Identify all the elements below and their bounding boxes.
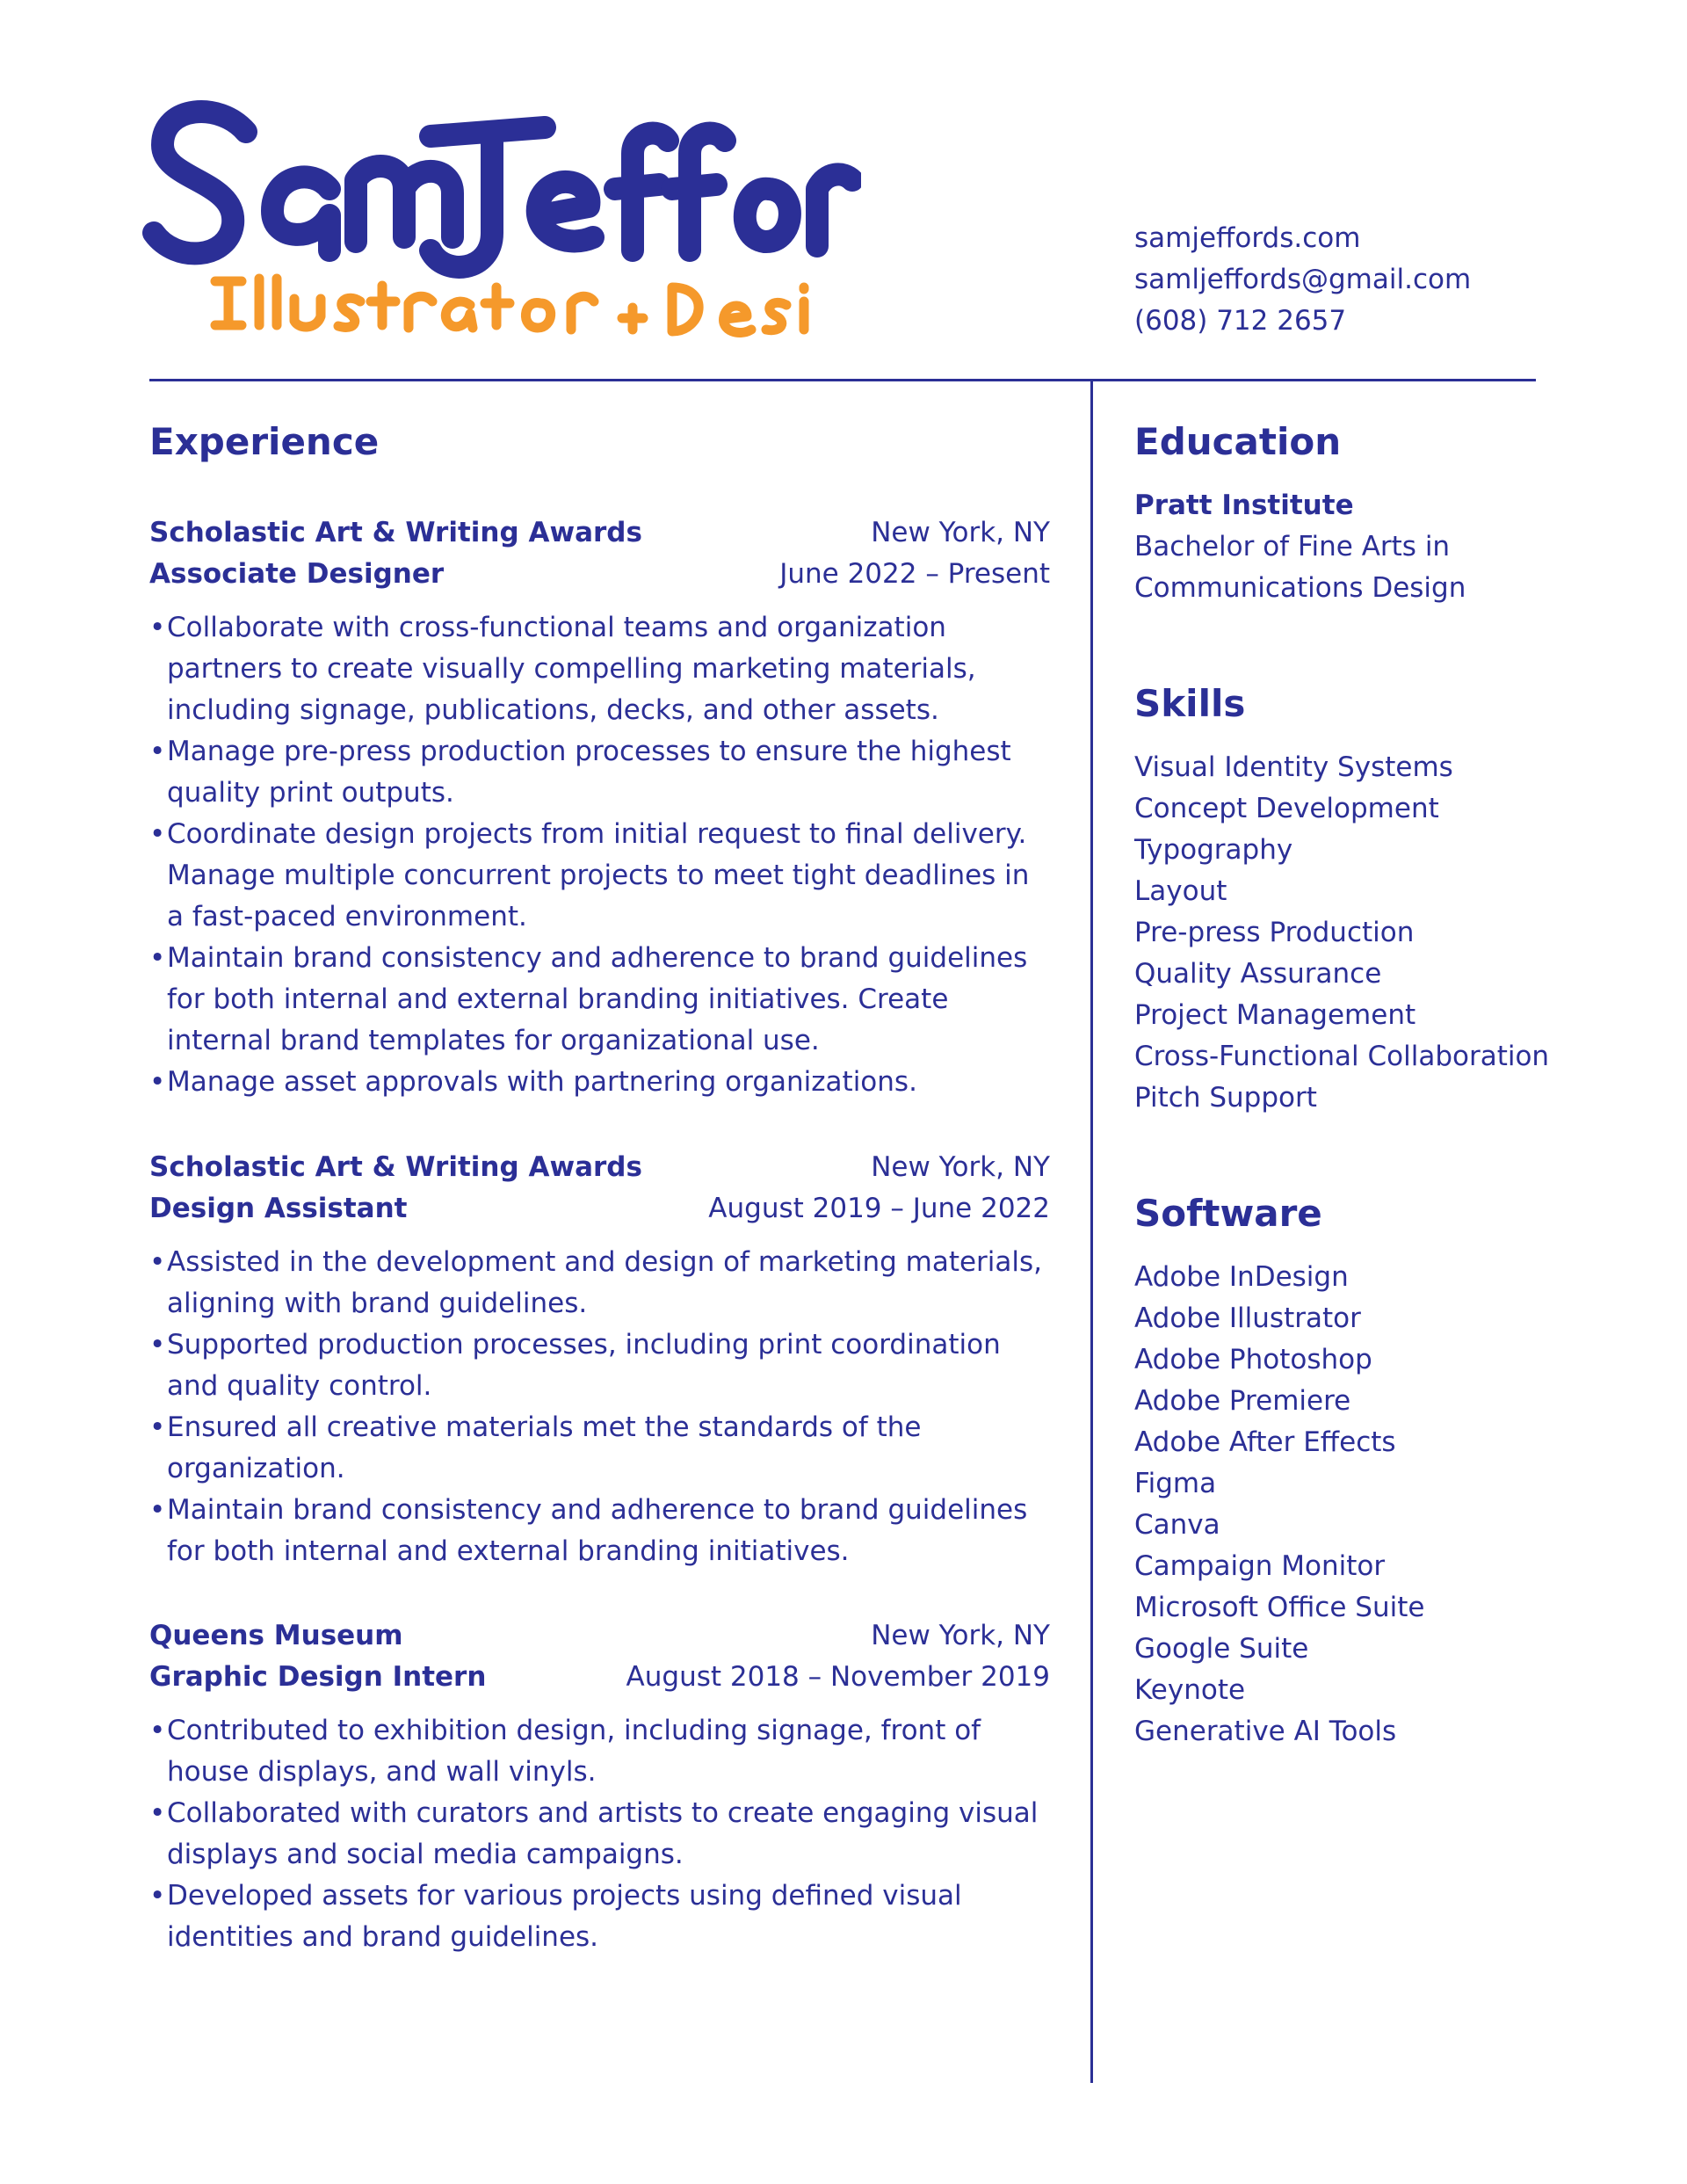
job-org: Scholastic Art & Writing Awards — [149, 1151, 642, 1183]
skill-item: Pre-press Production — [1134, 917, 1415, 948]
job-entry — [149, 1147, 1050, 1572]
software-item: Generative AI Tools — [1134, 1716, 1397, 1747]
phone-number: (608) 712 2657 — [1134, 305, 1347, 337]
job-bullet: • Collaborated with curators and artists to create engaging visual displays and social media campaigns. — [149, 1793, 1050, 1876]
software-item: Google Suite — [1134, 1633, 1309, 1665]
job-bullet: • Maintain brand consistency and adherence to brand guidelines for both internal and external branding initiatives. — [149, 1490, 1050, 1572]
job-org: Queens Museum — [149, 1620, 403, 1651]
software-item: Canva — [1134, 1509, 1220, 1541]
skill-item: Project Management — [1134, 999, 1416, 1031]
skill-item: Visual Identity Systems — [1134, 751, 1453, 783]
job-bullet: • Contributed to exhibition design, including signage, front of house displays, and wall vinyls. — [149, 1710, 1050, 1793]
job-location: New York, NY — [871, 1620, 1050, 1651]
skill-item: Layout — [1134, 875, 1227, 907]
job-bullet: • Maintain brand consistency and adherence to brand guidelines for both internal and external branding initiatives. Create internal brand templates for organizational use. — [149, 938, 1050, 1062]
software-item: Adobe Illustrator — [1134, 1302, 1361, 1334]
software-item: Figma — [1134, 1468, 1217, 1499]
degree-line: Communications Design — [1134, 572, 1466, 604]
job-dates: August 2019 – June 2022 — [708, 1193, 1050, 1224]
job-bullet: • Manage pre-press production processes to ensure the highest quality print outputs. — [149, 731, 1050, 814]
header-divider — [149, 379, 1536, 381]
skill-item: Quality Assurance — [1134, 958, 1382, 990]
name-logo — [141, 83, 861, 365]
job-bullet: • Ensured all creative materials met the standards of the organization. — [149, 1407, 1050, 1490]
job-dates: June 2022 – Present — [779, 558, 1050, 590]
school-name: Pratt Institute — [1134, 490, 1354, 521]
job-bullet: • Manage asset approvals with partnering organizations. — [149, 1062, 1050, 1103]
job-bullet: • Collaborate with cross-functional teams and organization partners to create visually compelling marketing materials, including signage, publications, decks, and other assets. — [149, 607, 1050, 731]
skills-list — [1134, 747, 1662, 1119]
job-title: Associate Designer — [149, 558, 445, 590]
website-link[interactable]: samjeffords.com — [1134, 222, 1361, 254]
job-entry — [149, 1615, 1050, 1958]
software-item: Microsoft Office Suite — [1134, 1592, 1425, 1623]
software-list — [1134, 1257, 1662, 1752]
job-bullet: • Supported production processes, including print coordination and quality control. — [149, 1324, 1050, 1407]
software-heading: Software — [1134, 1192, 1322, 1235]
column-divider — [1090, 380, 1093, 2083]
skills-heading: Skills — [1134, 682, 1246, 725]
job-bullets — [149, 1710, 1050, 1958]
software-item: Adobe InDesign — [1134, 1261, 1349, 1293]
job-bullet: • Coordinate design projects from initial request to final delivery. Manage multiple concurrent projects to meet tight deadlines in a fast-paced environment. — [149, 814, 1050, 938]
software-item: Keynote — [1134, 1674, 1246, 1706]
contact-info — [1134, 218, 1471, 342]
education-heading: Education — [1134, 420, 1342, 463]
job-bullets — [149, 1242, 1050, 1572]
job-title: Graphic Design Intern — [149, 1661, 487, 1693]
job-bullet: • Developed assets for various projects using defined visual identities and brand guidelines. — [149, 1876, 1050, 1958]
job-org: Scholastic Art & Writing Awards — [149, 517, 642, 548]
software-item: Adobe After Effects — [1134, 1426, 1396, 1458]
job-entry — [149, 512, 1050, 1103]
software-item: Campaign Monitor — [1134, 1550, 1386, 1582]
job-title: Design Assistant — [149, 1193, 408, 1224]
education-block — [1134, 485, 1662, 609]
skill-item: Pitch Support — [1134, 1082, 1317, 1114]
skill-item: Cross-Functional Collaboration — [1134, 1041, 1550, 1072]
skill-item: Typography — [1134, 834, 1293, 866]
email-link[interactable]: samljeffords@gmail.com — [1134, 264, 1472, 295]
job-bullet: • Assisted in the development and design of marketing materials, aligning with brand guidelines. — [149, 1242, 1050, 1324]
skill-item: Concept Development — [1134, 793, 1439, 824]
experience-heading: Experience — [149, 420, 380, 463]
software-item: Adobe Premiere — [1134, 1385, 1351, 1417]
job-dates: August 2018 – November 2019 — [626, 1661, 1050, 1693]
job-location: New York, NY — [871, 517, 1050, 548]
job-location: New York, NY — [871, 1151, 1050, 1183]
degree-line: Bachelor of Fine Arts in — [1134, 531, 1451, 562]
job-bullets — [149, 607, 1050, 1103]
software-item: Adobe Photoshop — [1134, 1344, 1372, 1375]
